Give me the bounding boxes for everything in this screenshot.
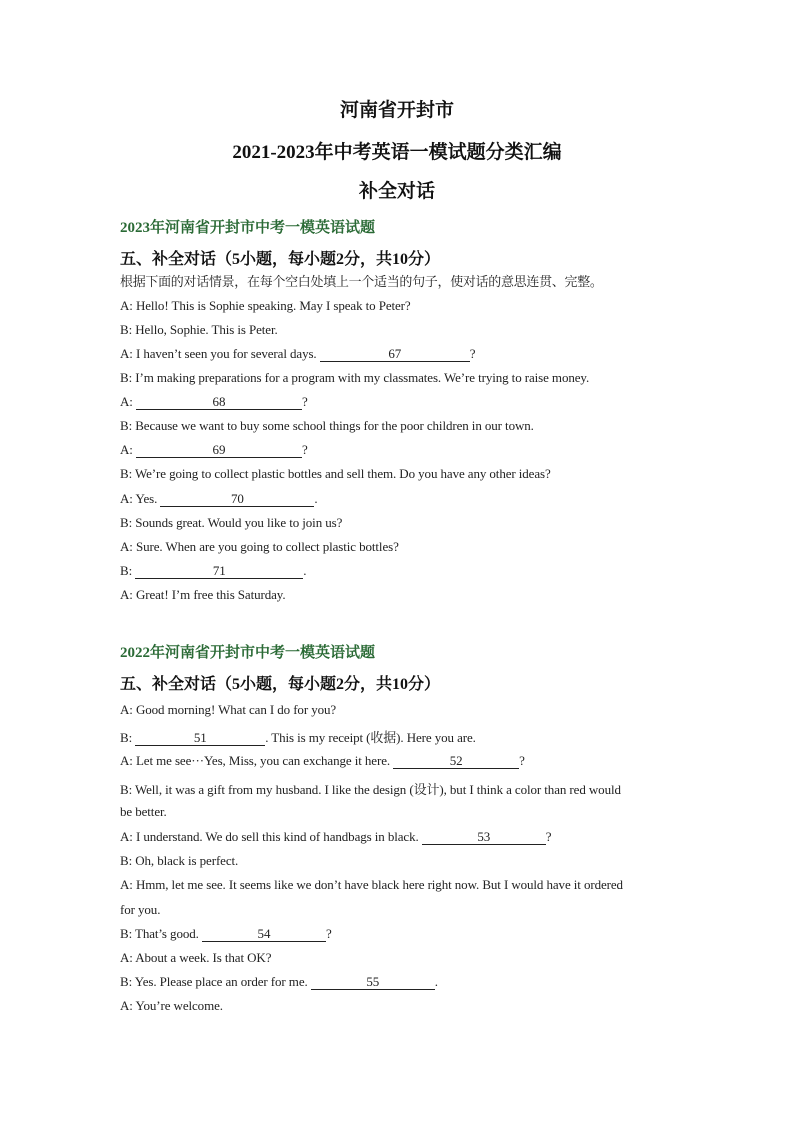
answer-blank-55[interactable] (311, 975, 435, 990)
dialogue-line: B: Oh, black is perfect. (120, 853, 239, 868)
dialogue-line (120, 727, 476, 746)
blank-number: 70 (230, 491, 244, 506)
line-text: . (303, 563, 307, 578)
dialogue-line: A: Good morning! What can I do for you? (120, 702, 337, 717)
dialogue-line: A: About a week. Is that OK? (120, 950, 272, 965)
dialogue-line (120, 926, 332, 942)
line-text: A: (120, 442, 136, 457)
dialogue-line (120, 563, 306, 579)
answer-blank-67[interactable] (320, 347, 470, 362)
blank-number: 69 (212, 442, 226, 457)
line-text: A: (120, 394, 136, 409)
dialogue-line (120, 394, 308, 410)
dialogue-line (120, 753, 525, 769)
blank-number: 67 (388, 346, 402, 361)
line-text: A: I haven’t seen you for several days. (120, 346, 320, 361)
instruction-text: 根据下面的对话情景，在每个空白处填上一个适当的句子，使对话的意思连贯、完整。 (120, 275, 603, 290)
line-text: B: (120, 563, 136, 578)
answer-blank-54[interactable] (202, 927, 326, 942)
doc-title-region: 河南省开封市 (339, 100, 454, 121)
dialogue-line: B: I’m making preparations for a program with my classmates. We’re trying to raise money. (120, 370, 590, 385)
dialogue-line: for you. (120, 902, 161, 917)
blank-number: 68 (212, 394, 226, 409)
answer-blank-71[interactable] (135, 564, 303, 579)
line-text: B: Yes. Please place an order for me. (120, 974, 311, 989)
question-heading-2023: 五、补全对话（5小题，每小题2分，共10分） (120, 251, 441, 268)
line-text: . This is my receipt (收据). Here you are. (265, 730, 476, 745)
doc-title-exam: 2021-2023年中考英语一模试题分类汇编 (232, 142, 562, 163)
question-heading-2022: 五、补全对话（5小题，每小题2分，共10分） (120, 676, 441, 693)
dialogue-line (120, 346, 475, 362)
line-text: ? (519, 753, 525, 768)
blank-number: 55 (366, 974, 380, 989)
blank-number: 52 (449, 753, 463, 768)
dialogue-line (120, 829, 551, 845)
dialogue-line: A: Hmm, let me see. It seems like we don’t have black here right now. But I would have it ordered (120, 877, 623, 892)
dialogue-line: B: Sounds great. Would you like to join us? (120, 515, 343, 530)
dialogue-line: A: Great! I’m free this Saturday. (120, 587, 286, 602)
answer-blank-53[interactable] (422, 830, 546, 845)
doc-title-topic: 补全对话 (358, 181, 435, 202)
dialogue-line: A: Hello! This is Sophie speaking. May I speak to Peter? (120, 298, 411, 313)
line-text: B: That’s good. (120, 926, 202, 941)
line-text: . (434, 974, 438, 989)
dialogue-line: B: Hello, Sophie. This is Peter. (120, 322, 278, 337)
line-text: B: (120, 730, 136, 745)
blank-number: 51 (193, 730, 207, 745)
dialogue-line: B: Well, it was a gift from my husband. I like the design (设计), but I think a color than red would (120, 782, 621, 797)
line-text: A: I understand. We do sell this kind of handbags in black. (120, 829, 422, 844)
dialogue-line: B: Because we want to buy some school things for the poor children in our town. (120, 418, 534, 433)
blank-number: 71 (212, 563, 226, 578)
answer-blank-51[interactable] (135, 731, 265, 746)
section-heading-2023: 2023年河南省开封市中考一模英语试题 (120, 220, 376, 236)
dialogue-line (120, 491, 318, 507)
line-text: ? (545, 829, 552, 844)
line-text: ? (469, 346, 476, 361)
dialogue-line (120, 974, 438, 990)
line-text: A: Let me see···Yes, Miss, you can exchange it here. (120, 753, 394, 768)
section-heading-2022: 2022年河南省开封市中考一模英语试题 (120, 645, 376, 661)
answer-blank-68[interactable] (136, 395, 302, 410)
line-text: . (314, 491, 318, 506)
dialogue-line: A: You’re welcome. (120, 998, 223, 1013)
answer-blank-69[interactable] (136, 443, 302, 458)
dialogue-line (120, 442, 308, 458)
line-text: ? (325, 926, 332, 941)
line-text: ? (301, 442, 308, 457)
answer-blank-70[interactable] (160, 492, 314, 507)
line-text: A: Yes. (120, 491, 161, 506)
line-text: ? (301, 394, 308, 409)
dialogue-line: B: We’re going to collect plastic bottles and sell them. Do you have any other ideas? (120, 466, 551, 481)
answer-blank-52[interactable] (393, 754, 519, 769)
blank-number: 53 (477, 829, 491, 844)
dialogue-line: A: Sure. When are you going to collect plastic bottles? (120, 539, 399, 554)
blank-number: 54 (257, 926, 271, 941)
dialogue-line: be better. (120, 804, 167, 819)
